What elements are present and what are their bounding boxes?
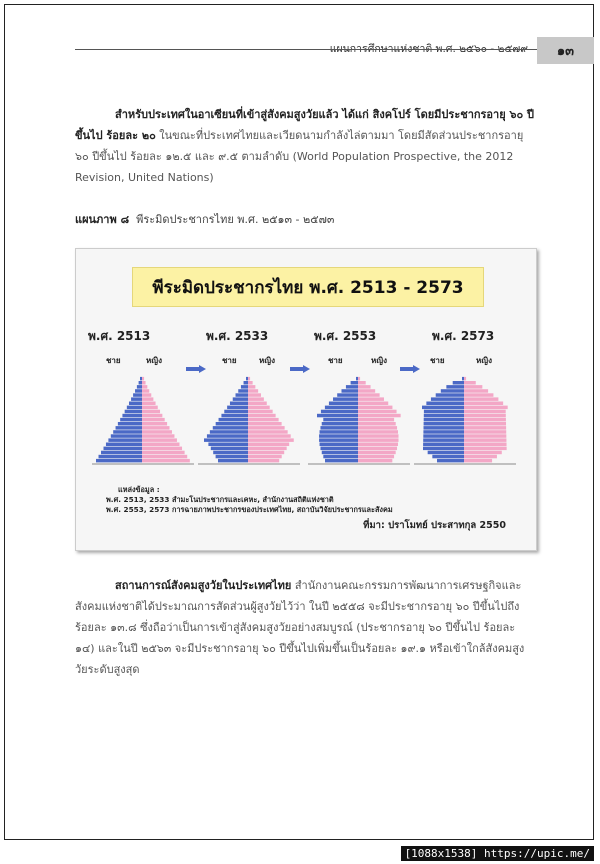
- female-bar: [358, 434, 398, 438]
- female-bar: [358, 381, 366, 385]
- male-bar: [337, 393, 358, 397]
- female-bar: [358, 397, 384, 401]
- male-bar: [129, 402, 142, 406]
- female-bar: [142, 377, 144, 381]
- female-bar: [248, 377, 250, 381]
- male-bar: [246, 377, 248, 381]
- male-bar: [236, 393, 248, 397]
- female-bar: [248, 426, 285, 430]
- male-bar: [437, 459, 464, 463]
- figure-caption: [75, 210, 334, 228]
- male-bar: [322, 422, 358, 426]
- female-bar: [142, 434, 174, 438]
- male-bar: [125, 410, 142, 414]
- female-bar: [358, 389, 375, 393]
- paragraph-thailand-text: สำนักงานคณะกรรมการพัฒนาการเศรษฐกิจและสังคมแห่งชาติได้ประมาณการสัดส่วนผู้สูงวัยไว้ว่า ในปี ๒๕๕๘ จะมีประชากรอายุ ๖๐ ปีขึ้นไปถึงร้อยละ ๑๓.๘ ซึ่งถือว่าเป็นการเข้าสู่สังคมสูงวัยอย่างสมบูรณ์ (ประชากรอายุ ๖๐ ปีขึ้นไป ร้อยละ ๑๔) และในปี ๒๕๖๓ จะมีประชากรอายุ ๖๐ ปีขึ้นไปเพิ่มขึ้นเป็นร้อยละ ๑๙.๑ หรือเข้าใกล้สังคมสูงวัยระดับสูงสุด: [75, 579, 525, 676]
- male-bar: [213, 451, 248, 455]
- male-bar: [424, 418, 464, 422]
- pyramid-year-1: พ.ศ. 2513: [88, 329, 151, 343]
- paragraph-asean-bold: สำหรับประเทศในอาเซียนที่เข้าสู่สังคมสูงวัยแล้ว ได้แก่ สิงคโปร์ โดยมีประชากรอายุ ๖๐ ปีขึ้นไป ร้อยละ ๒๐: [75, 108, 534, 142]
- pyramid-year-3: พ.ศ. 2553: [314, 329, 377, 343]
- female-bar: [464, 459, 492, 463]
- male-bar: [219, 418, 248, 422]
- female-bar: [248, 397, 264, 401]
- female-bar: [142, 397, 153, 401]
- male-label-3: ชาย: [328, 356, 343, 365]
- female-bar: [464, 455, 497, 459]
- female-bar: [248, 451, 284, 455]
- male-bar: [227, 406, 248, 410]
- female-bar: [142, 410, 160, 414]
- male-bar: [101, 451, 142, 455]
- male-bar: [140, 377, 142, 381]
- male-label-1: ชาย: [106, 356, 121, 365]
- female-bar: [464, 434, 506, 438]
- female-bar: [248, 414, 276, 418]
- female-bar: [248, 430, 288, 434]
- female-bar: [464, 397, 498, 401]
- male-bar: [96, 459, 142, 463]
- male-bar: [99, 455, 142, 459]
- female-bar: [248, 422, 282, 426]
- pyramid-year-2: พ.ศ. 2533: [206, 329, 269, 343]
- female-bar: [142, 438, 177, 442]
- male-bar: [204, 438, 248, 442]
- male-bar: [241, 385, 248, 389]
- male-bar: [446, 385, 464, 389]
- male-bar: [208, 443, 248, 447]
- female-bar: [248, 402, 267, 406]
- female-bar: [248, 389, 258, 393]
- male-bar: [333, 397, 358, 401]
- female-bar: [142, 455, 187, 459]
- male-bar: [113, 430, 142, 434]
- female-bar: [358, 385, 371, 389]
- female-label-2: หญิง: [259, 356, 275, 365]
- male-bar: [341, 389, 358, 393]
- female-bar: [142, 451, 185, 455]
- male-bar: [329, 402, 358, 406]
- male-bar: [221, 414, 248, 418]
- female-bar: [358, 402, 388, 406]
- male-bar: [224, 410, 248, 414]
- male-bar: [322, 451, 358, 455]
- male-bar: [424, 426, 465, 430]
- female-bar: [142, 418, 165, 422]
- male-bar: [424, 410, 464, 414]
- female-bar: [358, 406, 392, 410]
- male-bar: [133, 393, 142, 397]
- male-bar: [320, 443, 358, 447]
- male-bar: [106, 443, 142, 447]
- male-bar: [325, 406, 358, 410]
- page-number: ๑๓: [537, 37, 594, 64]
- female-bar: [142, 414, 162, 418]
- male-bar: [424, 422, 464, 426]
- male-bar: [356, 377, 358, 381]
- female-bar: [142, 422, 167, 426]
- female-bar: [464, 426, 506, 430]
- female-bar: [142, 402, 156, 406]
- female-bar: [358, 430, 398, 434]
- male-bar: [233, 397, 248, 401]
- female-bar: [248, 381, 253, 385]
- female-label-1: หญิง: [146, 356, 162, 365]
- female-bar: [358, 393, 380, 397]
- male-bar: [108, 438, 142, 442]
- paragraph-thailand: [75, 575, 535, 680]
- male-bar: [230, 402, 248, 406]
- figure-title: พีระมิดประชากรไทย พ.ศ. 2513 - 2573: [132, 267, 484, 307]
- figure-caption-text: พีระมิดประชากรไทย พ.ศ. ๒๕๑๓ - ๒๕๗๓: [136, 213, 335, 226]
- female-bar: [358, 451, 396, 455]
- male-bar: [104, 447, 142, 451]
- male-bar: [116, 426, 142, 430]
- male-bar: [319, 438, 358, 442]
- female-bar: [464, 438, 506, 442]
- female-bar: [142, 459, 190, 463]
- running-header: แผนการศึกษาแห่งชาติ พ.ศ. ๒๕๖๐ - ๒๕๗๙: [329, 43, 528, 55]
- male-bar: [135, 389, 142, 393]
- male-bar: [218, 459, 248, 463]
- male-bar: [319, 434, 358, 438]
- female-bar: [142, 447, 182, 451]
- female-bar: [248, 459, 279, 463]
- female-bar: [358, 377, 360, 381]
- header-rule: [75, 49, 537, 50]
- male-bar: [432, 455, 464, 459]
- source-line-2: พ.ศ. 2553, 2573 การฉายภาพประชากรของประเทศไทย, สถาบันวิจัยประชากรและสังคม: [106, 505, 393, 514]
- male-bar: [424, 414, 464, 418]
- male-bar: [317, 414, 358, 418]
- male-bar: [441, 389, 464, 393]
- female-bar: [142, 443, 179, 447]
- male-bar: [210, 430, 248, 434]
- female-bar: [142, 426, 170, 430]
- male-bar: [122, 414, 142, 418]
- female-bar: [464, 389, 488, 393]
- female-bar: [248, 406, 270, 410]
- male-bar: [436, 393, 464, 397]
- male-bar: [423, 430, 464, 434]
- male-bar: [346, 385, 358, 389]
- male-bar: [127, 406, 142, 410]
- female-bar: [464, 418, 506, 422]
- figure-credit: ที่มา: ปราโมทย์ ประสาทกุล 2550: [363, 520, 506, 531]
- male-bar: [462, 377, 464, 381]
- female-bar: [358, 443, 398, 447]
- female-bar: [358, 455, 394, 459]
- male-bar: [423, 434, 464, 438]
- male-bar: [423, 438, 464, 442]
- female-bar: [248, 443, 289, 447]
- male-bar: [216, 455, 248, 459]
- male-bar: [323, 418, 358, 422]
- female-bar: [248, 434, 291, 438]
- male-bar: [351, 381, 358, 385]
- female-bar: [464, 430, 506, 434]
- male-label-2: ชาย: [222, 356, 237, 365]
- female-bar: [358, 438, 398, 442]
- male-bar: [238, 389, 248, 393]
- male-bar: [423, 447, 464, 451]
- female-bar: [464, 451, 502, 455]
- female-bar: [358, 459, 392, 463]
- female-bar: [464, 393, 493, 397]
- male-bar: [453, 381, 464, 385]
- female-bar: [464, 422, 506, 426]
- male-bar: [428, 451, 464, 455]
- male-label-4: ชาย: [430, 356, 445, 365]
- source-line-1: พ.ศ. 2513, 2533 สำมะโนประชากรและเคหะ, สำนักงานสถิติแห่งชาติ: [106, 495, 334, 504]
- male-bar: [213, 426, 248, 430]
- female-bar: [248, 455, 282, 459]
- female-bar: [464, 406, 508, 410]
- female-bar: [248, 393, 261, 397]
- female-bar: [248, 438, 294, 442]
- male-bar: [426, 402, 464, 406]
- image-watermark: [1088x1538] https://upic.me/: [401, 846, 594, 861]
- female-bar: [464, 443, 507, 447]
- paragraph-asean-text: ในขณะที่ประเทศไทยและเวียดนามกำลังไล่ตามมา โดยมีสัดส่วนประชากรอายุ ๖๐ ปีขึ้นไป ร้อยละ ๑๒.๕ และ ๙.๕ ตามลำดับ (World Population Prospective, the 2012 Revision, United Nations): [75, 129, 524, 184]
- female-bar: [248, 385, 255, 389]
- male-bar: [211, 447, 248, 451]
- male-bar: [323, 455, 358, 459]
- female-bar: [142, 389, 149, 393]
- female-bar: [358, 447, 397, 451]
- male-bar: [207, 434, 248, 438]
- female-bar: [464, 385, 482, 389]
- figure-label: แผนภาพ ๘: [75, 213, 130, 226]
- female-bar: [248, 447, 287, 451]
- female-bar: [358, 422, 396, 426]
- male-bar: [320, 426, 358, 430]
- female-label-4: หญิง: [476, 356, 492, 365]
- female-label-3: หญิง: [371, 356, 387, 365]
- female-bar: [464, 414, 506, 418]
- male-bar: [321, 410, 358, 414]
- population-pyramid-figure: [75, 248, 537, 551]
- male-bar: [422, 406, 464, 410]
- female-bar: [142, 430, 172, 434]
- female-bar: [142, 381, 146, 385]
- female-bar: [142, 393, 151, 397]
- paragraph-thailand-bold: สถานการณ์สังคมสูงวัยในประเทศไทย: [115, 579, 292, 592]
- female-bar: [358, 410, 397, 414]
- female-bar: [464, 377, 466, 381]
- male-bar: [423, 443, 464, 447]
- male-bar: [216, 422, 248, 426]
- female-bar: [248, 410, 273, 414]
- male-bar: [320, 447, 358, 451]
- pyramid-year-4: พ.ศ. 2573: [432, 329, 495, 343]
- male-bar: [137, 385, 142, 389]
- female-bar: [248, 418, 279, 422]
- female-bar: [358, 426, 397, 430]
- male-bar: [320, 430, 358, 434]
- male-bar: [118, 422, 142, 426]
- male-bar: [325, 459, 358, 463]
- female-bar: [358, 418, 394, 422]
- male-bar: [244, 381, 248, 385]
- paragraph-asean: [75, 104, 535, 188]
- male-bar: [131, 397, 142, 401]
- female-bar: [464, 402, 503, 406]
- male-bar: [139, 381, 142, 385]
- female-bar: [464, 447, 507, 451]
- female-bar: [142, 406, 158, 410]
- source-heading: แหล่งข้อมูล :: [118, 485, 160, 494]
- female-bar: [142, 385, 147, 389]
- male-bar: [431, 397, 464, 401]
- male-bar: [111, 434, 142, 438]
- female-bar: [464, 410, 506, 414]
- female-bar: [358, 414, 401, 418]
- female-bar: [464, 381, 476, 385]
- male-bar: [120, 418, 142, 422]
